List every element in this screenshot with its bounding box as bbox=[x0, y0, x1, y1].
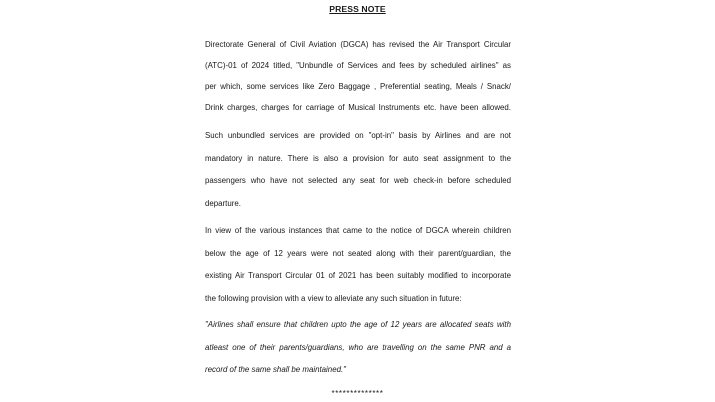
quote-line: "Airlines shall ensure that children upto the age of 12 years are allocated seats with bbox=[205, 320, 511, 329]
paragraph-line: existing Air Transport Circular 01 of 2021 has been suitably modified to incorporate bbox=[205, 271, 511, 280]
quote-line: record of the same shall be maintained." bbox=[205, 365, 346, 374]
paragraph-line: mandatory in nature. There is also a provision for auto seat assignment to the bbox=[205, 154, 511, 163]
paragraph-line: In view of the various instances that came to the notice of DGCA wherein children bbox=[205, 226, 511, 235]
quote-line: atleast one of their parents/guardians, who are travelling on the same PNR and a bbox=[205, 343, 511, 352]
paragraph-line: (ATC)-01 of 2024 titled, "Unbundle of Services and fees by scheduled airlines" as bbox=[205, 61, 511, 70]
paragraph-line: the following provision with a view to alleviate any such situation in future: bbox=[205, 294, 462, 303]
paragraph-line: Directorate General of Civil Aviation (DGCA) has revised the Air Transport Circular bbox=[205, 40, 511, 49]
end-marker: ************** bbox=[331, 389, 384, 398]
paragraph-line: Drink charges, charges for carriage of Musical Instruments etc. have been allowed. bbox=[205, 103, 511, 112]
paragraph-line: departure. bbox=[205, 199, 241, 208]
paragraph-line: Such unbundled services are provided on "opt-in" basis by Airlines and are not bbox=[205, 131, 511, 140]
paragraph-line: per which, some services like Zero Baggage , Preferential seating, Meals / Snack/ bbox=[205, 82, 511, 91]
page-title: PRESS NOTE bbox=[329, 4, 386, 14]
paragraph-line: below the age of 12 years were not seated along with their parent/guardian, the bbox=[205, 249, 511, 258]
paragraph-line: passengers who have not selected any seat for web check-in before scheduled bbox=[205, 176, 511, 185]
